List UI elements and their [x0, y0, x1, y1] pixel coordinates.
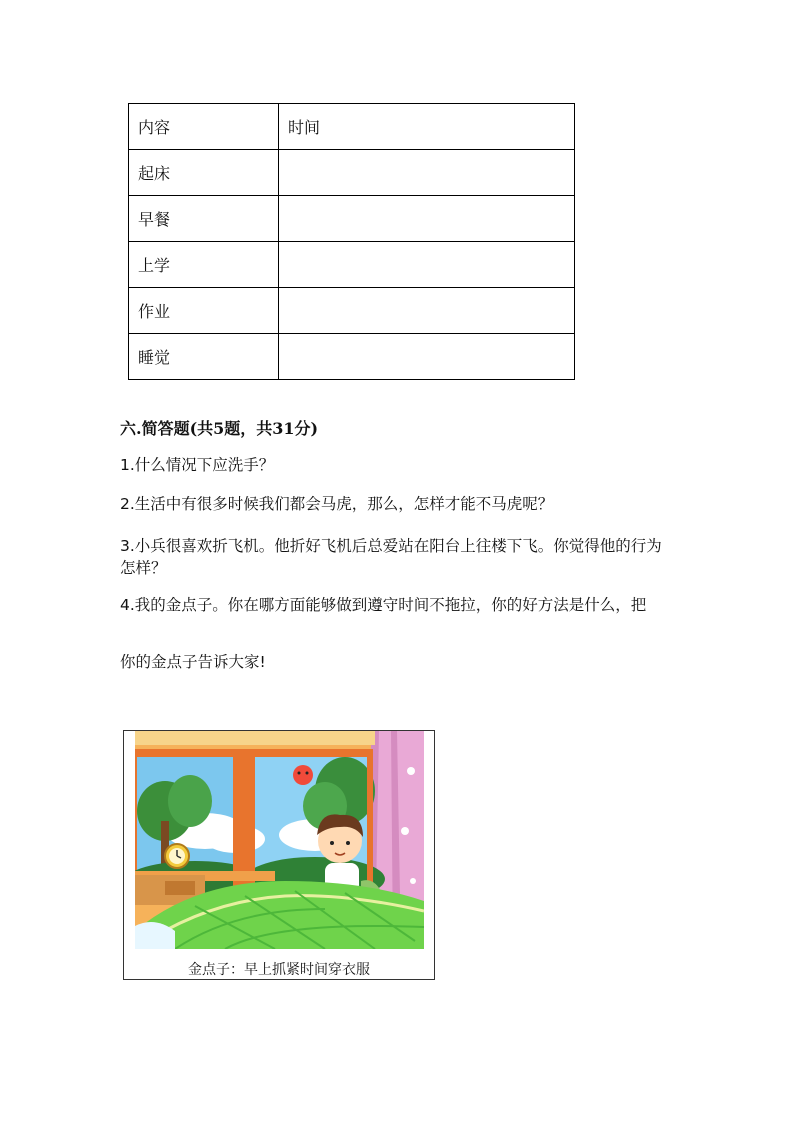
question-4: 4.我的金点子。你在哪方面能够做到遵守时间不拖拉，你的好方法是什么，把 — [120, 596, 647, 614]
question-3: 3.小兵很喜欢折飞机。他折好飞机后总爱站在阳台上往楼下飞。你觉得他的行为怎样？ — [120, 537, 662, 577]
table-header-row — [129, 104, 575, 150]
illustration-boy-dressing — [135, 731, 424, 949]
table-cell-time[interactable] — [279, 288, 575, 334]
table-cell-time[interactable] — [279, 196, 575, 242]
question-4-continued: 你的金点子告诉大家! — [120, 653, 266, 671]
table-cell-time[interactable] — [279, 334, 575, 380]
table-cell-activity: 上学 — [129, 242, 279, 288]
question-2: 2.生活中有很多时候我们都会马虎，那么，怎样才能不马虎呢？ — [120, 495, 554, 513]
table-cell-time[interactable] — [279, 242, 575, 288]
illustration-frame — [123, 730, 435, 980]
table-cell-activity: 作业 — [129, 288, 279, 334]
table-cell-activity: 起床 — [129, 150, 279, 196]
table-row — [129, 242, 575, 288]
question-1: 1.什么情况下应洗手？ — [120, 456, 275, 474]
table-row — [129, 150, 575, 196]
table-header-cell: 内容 — [129, 104, 279, 150]
table-row — [129, 334, 575, 380]
table-row — [129, 288, 575, 334]
schedule-table — [128, 103, 575, 380]
table-cell-activity: 早餐 — [129, 196, 279, 242]
illustration-caption: 金点子：早上抓紧时间穿衣服 — [188, 962, 370, 978]
table-header-cell: 时间 — [279, 104, 575, 150]
table-cell-time[interactable] — [279, 150, 575, 196]
illustration-image — [135, 731, 424, 949]
table-row — [129, 196, 575, 242]
table-cell-activity: 睡觉 — [129, 334, 279, 380]
section-title: 六.简答题(共5题，共31分) — [120, 419, 319, 438]
